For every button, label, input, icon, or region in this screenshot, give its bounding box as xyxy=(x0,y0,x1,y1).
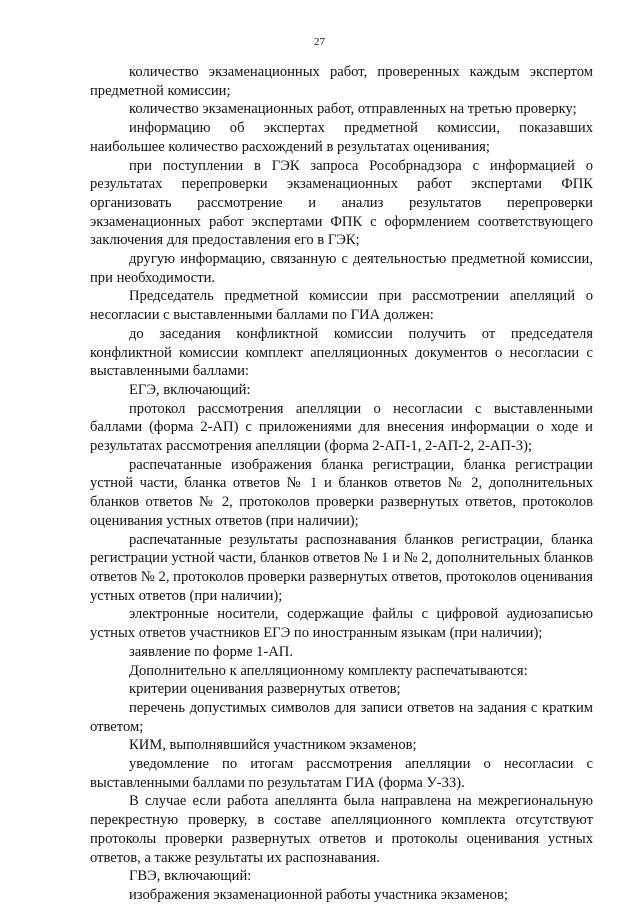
page-number: 27 xyxy=(314,36,325,48)
paragraph: В случае если работа апеллянта была направлена на межрегиональную перекрестную проверку, в составе апелляционного комплекта отсутствуют протоколы проверки развернутых ответов и протоколы оценивания устных ответов, а также результаты их распознавания. xyxy=(90,793,593,866)
document-body xyxy=(90,63,593,905)
paragraph: распечатанные результаты распознавания бланков регистрации, бланка регистрации устной части, бланков ответов № 1 и № 2, дополнительных бланков ответов № 2, протоколов проверки развернутых ответов, протоколов оценивания устных ответов (при наличии); xyxy=(90,531,593,604)
paragraph: изображения экзаменационной работы участника экзаменов; xyxy=(129,886,508,903)
paragraph: КИМ, выполнявшийся участником экзаменов; xyxy=(129,737,417,754)
paragraph: ЕГЭ, включающий: xyxy=(129,381,251,398)
paragraph: распечатанные изображения бланка регистрации, бланка регистрации устной части, бланка ответов № 1 и бланков ответов № 2, дополнительных бланков ответов № 2, протоколов проверки развернутых ответов, протоколов оценивания устных ответов (при наличии); xyxy=(90,456,593,529)
paragraph: перечень допустимых символов для записи ответов на задания с кратким ответом; xyxy=(90,699,593,735)
paragraph: информацию об экспертах предметной комиссии, показавших наибольшее количество расхождений в результатах оценивания; xyxy=(90,120,593,155)
paragraph: критерии оценивания развернутых ответов; xyxy=(129,681,401,698)
paragraph: уведомление по итогам рассмотрения апелляции о несогласии с выставленными баллами по результатам ГИА (форма У-33). xyxy=(90,756,593,791)
paragraph: Председатель предметной комиссии при рассмотрении апелляций о несогласии с выставленными баллами по ГИА должен: xyxy=(90,288,593,324)
paragraph: ГВЭ, включающий: xyxy=(129,868,252,885)
paragraph: протокол рассмотрения апелляции о несогласии с выставленными баллами (форма 2-АП) с приложениями для внесения информации о ходе и результатах рассмотрения апелляции (форма 2-АП-1, 2-АП-2, 2-АП-3); xyxy=(90,400,593,455)
paragraph: заявление по форме 1-АП. xyxy=(129,643,293,660)
paragraph: до заседания конфликтной комиссии получить от председателя конфликтной комиссии комплект апелляционных документов о несогласии с выставленными баллами: xyxy=(90,325,593,380)
paragraph: при поступлении в ГЭК запроса Рособрнадзора с информацией о результатах перепроверки экзаменационных работ экспертами ФПК организовать рассмотрение и анализ результатов перепроверки экзаменационных работ экспертами ФПК с оформлением соответствующего заключения для предоставления его в ГЭК; xyxy=(90,157,593,249)
paragraph: другую информацию, связанную с деятельностью предметной комиссии, при необходимости. xyxy=(90,251,593,286)
paragraph: количество экзаменационных работ, проверенных каждым экспертом предметной комиссии; xyxy=(90,64,593,99)
paragraph: Дополнительно к апелляционному комплекту распечатываются: xyxy=(129,662,528,679)
paragraph: количество экзаменационных работ, отправленных на третью проверку; xyxy=(129,101,577,118)
paragraph: электронные носители, содержащие файлы с цифровой аудиозаписью устных ответов участников ЕГЭ по иностранным языкам (при наличии); xyxy=(90,606,593,642)
